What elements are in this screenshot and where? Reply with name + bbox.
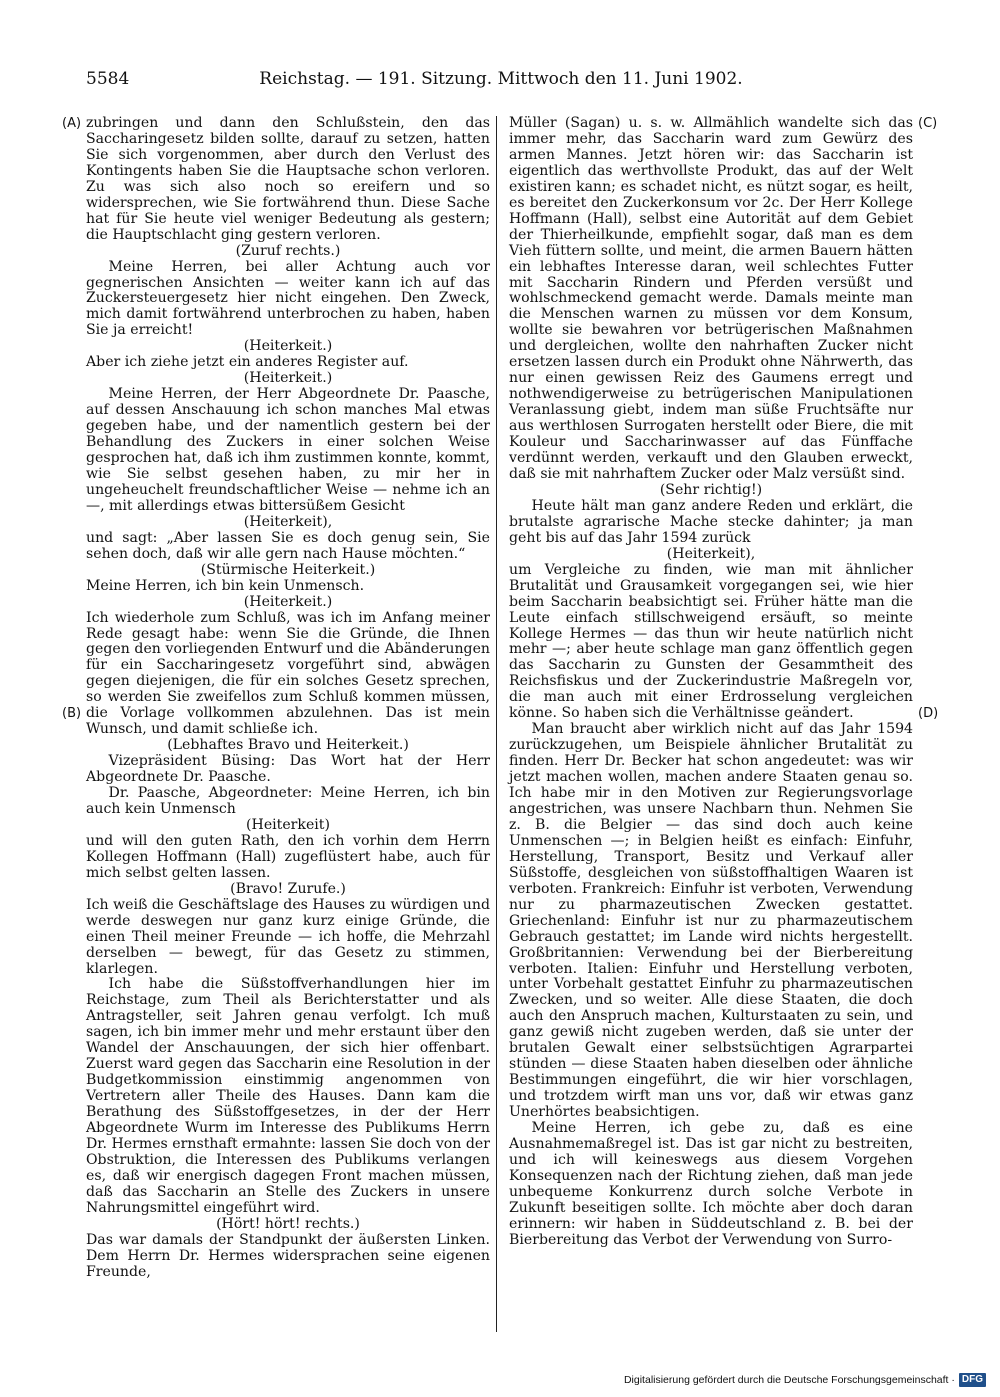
interjection: (Heiterkeit), <box>666 545 756 562</box>
footer-text: Digitalisierung gefördert durch die Deutsche Forschungsgemeinschaft · <box>623 1374 955 1386</box>
interjection: (Sehr richtig!) <box>659 481 763 498</box>
paragraph: Man braucht aber wirklich nicht auf das Jahr 1594 zurückzugehen, um Beispiele ähnlicher Brutalität zu finden. Herr Dr. Becker hat schon angedeutet: was wir jetzt machen wollen, machen andere Staaten genau so. Ich habe mir in den Motiven zur Regierungsvorlage angestrichen, was unsere Nachbarn thun. Nehmen Sie z. B. die Belgier — das sind doch auch keine Unmenschen —; in Belgien heißt es einfach: Einfuhr, Herstellung, Transport, Besitz und Verkauf aller Süßstoffe, desgleichen von süßstoffhaltigen Waaren ist verboten. Frankreich: Einfuhr ist verboten, Verwendung nur zu pharmazeutischen Zwecken gestattet. Griechenland: Einfuhr ist nur zu pharmazeutischem Gebrauch gestattet; im Lande wird nichts hergestellt. Großbritannien: Verwendung bei der Bierbereitung verboten. Italien: Einfuhr und Herstellung verboten, unter Vorbehalt gestattet Einfuhr zu pharmazeutischen Zwecken, und so weiter. Alle diese Staaten, die doch auch den Anspruch machen, Kulturstaaten zu sein, und ganz gewiß nicht zugeben werden, daß sie unter der brutalen Gewalt einer selbstsüchtigen Agrarpartei stünden — diese Staaten haben dieselben oder ähnliche Bestimmungen eingeführt, die wir hier vorschlagen, und trotzdem wirft man uns vor, daß wir etwas ganz Unerhörtes beabsichtigen. <box>509 721 913 1121</box>
paragraph: Aber ich ziehe jetzt ein anderes Register auf. <box>86 354 409 371</box>
margin-marker-c: (C) <box>918 116 938 131</box>
margin-marker-b: (B) <box>62 706 82 721</box>
margin-marker-a: (A) <box>62 116 82 131</box>
paragraph: Meine Herren, bei aller Achtung auch vor gegnerischen Ansichten — weiter kann ich auf das Zuckersteuergesetz hier nicht eingehen. Den Zweck, mich damit fortwährend unterbrochen zu haben, haben Sie ja erreicht! <box>86 258 490 339</box>
interjection: (Lebhaftes Bravo und Heiterkeit.) <box>167 737 409 754</box>
paragraph: und sagt: „Aber lassen Sie es doch genug sein, Sie sehen doch, daß wir alle gern nach Hause möchten.“ <box>86 529 490 562</box>
paragraph: Ich wiederhole zum Schluß, was ich im Anfang meiner Rede gesagt habe: wenn Sie die Gründe, die Ihnen gegen den vorliegenden Entwurf und die Abänderungen für ein Saccharingesetz vorgeführt sind, abwägen gegen diejenigen, die für ein solches Gesetz sprechen, so werden Sie zweifellos zum Schluß kommen müssen, die Vorlage vollkommen abzulehnen. Das ist mein Wunsch, und damit schließe ich. <box>86 609 490 738</box>
interjection: (Heiterkeit.) <box>243 593 333 610</box>
page-title: Reichstag. — 191. Sitzung. Mittwoch den 11. Juni 1902. <box>259 69 743 89</box>
paragraph: Meine Herren, ich gebe zu, daß es eine Ausnahmemaßregel ist. Das ist gar nicht zu bestreiten, und ich will keineswegs aus diesem Vorgehen Konsequenzen nach der Richtung ziehen, daß man jede unbequeme Konkurrenz durch solche Verbote in Zukunft beseitigen sollte. Ich möchte aber doch daran erinnern: wir haben in Süddeutschland z. B. bei der Bierbereitung das Verbot der Verwendung von Surro- <box>509 1120 913 1248</box>
paragraph: Das war damals der Standpunkt der äußersten Linken. Dem Herrn Dr. Hermes widersprachen seine eigenen Freunde, <box>86 1231 490 1280</box>
right-column <box>509 116 913 1249</box>
paragraph: Heute hält man ganz andere Reden und erklärt, die brutalste agrarische Mache stecke dahinter; ja man geht bis auf das Jahr 1594 zurück <box>509 497 913 546</box>
interjection: (Heiterkeit), <box>243 513 333 530</box>
paragraph: Ich weiß die Geschäftslage des Hauses zu würdigen und werde deswegen nur ganz kurz einige Gründe, die einen Theil meiner Freunde — ich hoffe, die Mehrzahl derselben — bewegt, für das Gesetz zu stimmen, klarlegen. <box>86 896 490 977</box>
interjection: (Hört! hört! rechts.) <box>216 1215 360 1232</box>
page-header <box>86 66 916 92</box>
digitization-footer <box>624 1371 986 1389</box>
column-divider <box>496 116 497 1332</box>
interjection: (Zuruf rechts.) <box>235 242 341 259</box>
paragraph: Meine Herren, der Herr Abgeordnete Dr. Paasche, auf dessen Anschauung ich schon manches Mal etwas gegeben habe, und der namentlich gestern bei der Behandlung des Zuckers in einer solchen Weise gesprochen hat, daß ich ihm zustimmen konnte, kommt, wie Sie selbst gesehen haben, zu mir her in ungeheuchelt freundschaftlicher Weise — nehme ich an —, mit allerdings etwas bittersüßem Gesicht <box>86 386 490 514</box>
left-column <box>86 116 490 1281</box>
speaker-paragraph: Vizepräsident Büsing: Das Wort hat der Herr Abgeordnete Dr. Paasche. <box>86 753 490 786</box>
interjection: (Stürmische Heiterkeit.) <box>200 561 376 578</box>
paragraph: zubringen und dann den Schlußstein, den das Saccharingesetz bilden sollte, darauf zu setzen, hatten Sie sich vorgenommen, aber durch den Verlust des Kontingents haben Sie die Hauptsache schon verloren. Zu was sich also noch so ereifern und so widersprechen, wie Sie fortwährend thun. Diese Sache hat für Sie heute viel weniger Bedeutung als gestern; die Hauptschlacht ging gestern verloren. <box>86 115 490 243</box>
interjection: (Heiterkeit.) <box>243 370 333 387</box>
paragraph: Ich habe die Süßstoffverhandlungen hier im Reichstage, zum Theil als Berichterstatter und als Antragsteller, seit Jahren genau verfolgt. Ich muß sagen, ich bin immer mehr und mehr erstaunt über den Wandel der Anschauungen, der sich hier offenbart. Zuerst ward gegen das Saccharin eine Resolution in der Budgetkommission einstimmig angenommen von Vertretern aller Theile des Hauses. Dann kam die Berathung des Süßstoffgesetzes, in der der Herr Abgeordnete Wurm im Interesse des Publikums Herrn Dr. Hermes ernsthaft ermahnte: lassen Sie doch von der Obstruktion, die Interessen des Publikums verlangen es, daß wir energisch dagegen Front machen müssen, daß das Saccharin an Stelle des Zuckers in unsere Nahrungsmittel eingeführt wird. <box>86 976 490 1216</box>
paragraph: und will den guten Rath, den ich vorhin dem Herrn Kollegen Hoffmann (Hall) zugeflüstert habe, auch für mich selbst gelten lassen. <box>86 832 490 881</box>
interjection: (Bravo! Zurufe.) <box>230 880 346 897</box>
paragraph: Müller (Sagan) u. s. w. Allmählich wandelte sich das immer mehr, das Saccharin ward zum Gewürz des armen Mannes. Jetzt hören wir: das Saccharin ist eigentlich das werthvollste Produkt, das auf der Welt existiren kann; es schadet nicht, es nützt sogar, es heilt, es bereitet den Zuckerkonsum vor 2c. Der Herr Kollege Hoffmann (Hall), selbst eine Autorität auf dem Gebiet der Thierheilkunde, empfiehlt sogar, daß man es dem Vieh füttern sollte, und meint, die armen Bauern hätten ein lebhaftes Interesse daran, weil schlechtes Futter mit Saccharin Rindern und Pferden versüßt und wohlschmeckend gemacht werde. Damals meinte man die Menschen warnen zu müssen vor dem Konsum, wollte sie bewahren vor betrügerischen Maßnahmen und dergleichen, wollte den nahrhaften Zucker nicht ersetzen lassen durch ein Produkt ohne Nährwerth, das nur einen gewissen Reiz des Gaumens erregt und nothwendigerweise zu betrügerischen Manipulationen Veranlassung giebt, indem man süße Fruchtsäfte nur aus werthlosen Surrogaten herstellt oder Biere, die mit Kouleur und Saccharinwasser auf das Fünffache verdünnt werden, verkauft und den Glauben erweckt, daß sie mit nahrhaftem Zucker oder Malz versüßt sind. <box>509 115 913 482</box>
dfg-logo: DFG <box>959 1373 986 1387</box>
margin-marker-d: (D) <box>918 706 939 721</box>
interjection: (Heiterkeit.) <box>243 338 333 355</box>
paragraph: um Vergleiche zu finden, wie man mit ähnlicher Brutalität und Grausamkeit vorgegangen sei, wie hier beim Saccharin beabsichtigt sei. Früher hätte man die Leute einfach stillschweigend ersäuft, so meinte Kollege Hermes — das thun wir heute natürlich nicht mehr —; aber heute schlage man ganz öffentlich gegen das Saccharin zu Gunsten der Gesammtheit des Reichsfiskus und der Zuckerindustrie Maßregeln vor, die man auch mit einer Erdrosselung vergleichen könne. So haben sich die Verhältnisse geändert. <box>509 561 913 722</box>
interjection: (Heiterkeit) <box>246 816 330 833</box>
speaker-paragraph: Dr. Paasche, Abgeordneter: Meine Herren, ich bin auch kein Unmensch <box>86 785 490 817</box>
page-number: 5584 <box>86 69 130 89</box>
paragraph: Meine Herren, ich bin kein Unmensch. <box>86 577 365 594</box>
